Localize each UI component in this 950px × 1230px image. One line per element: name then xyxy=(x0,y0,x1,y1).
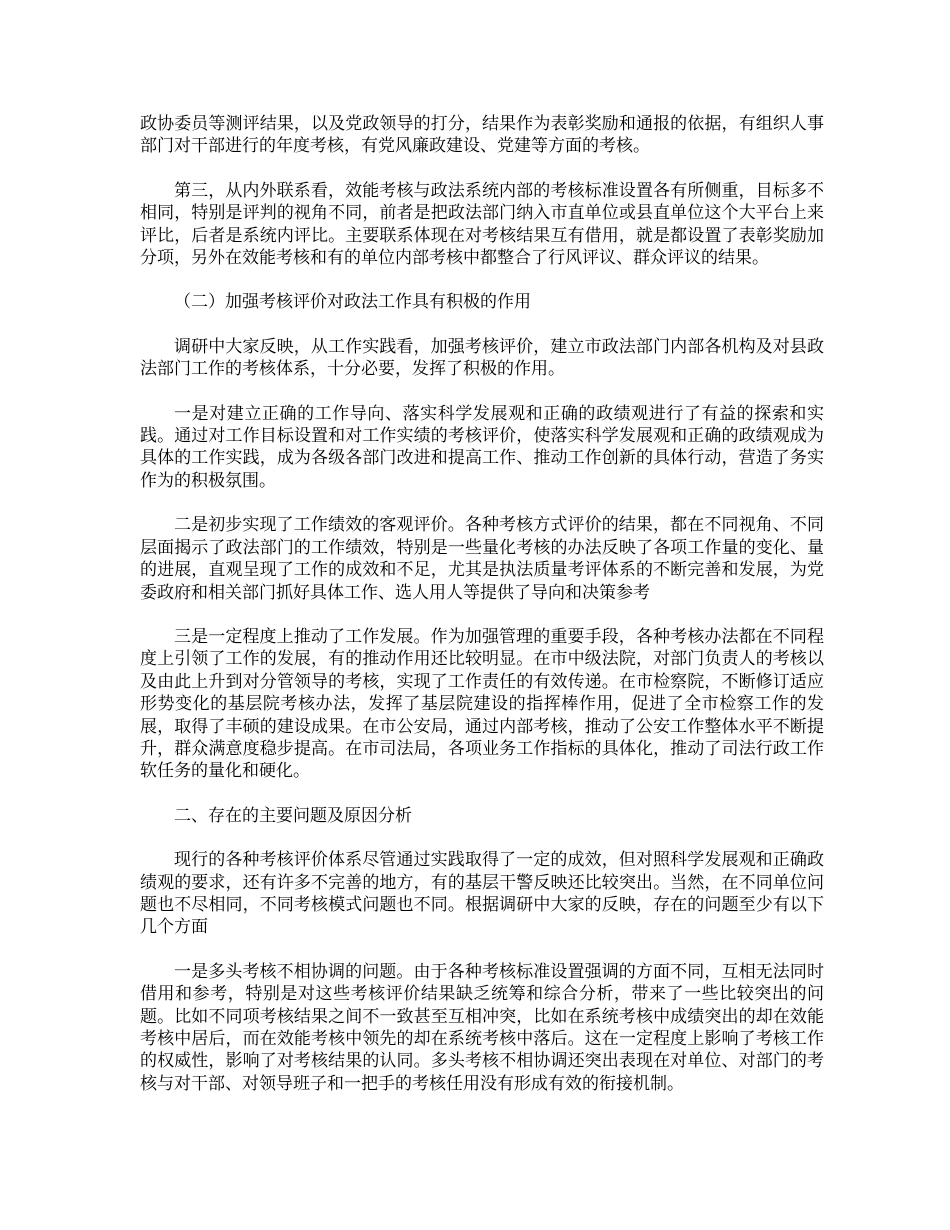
paragraph: 二是初步实现了工作绩效的客观评价。各种考核方式评价的结果，都在不同视角、不同层面揭示了政法部门的工作绩效，特别是一些量化考核的办法反映了各项工作量的变化、量的进展，直观呈现了工作的成效和不足，尤其是执法质量考评体系的不断完善和发展，为党委政府和相关部门抓好具体工作、选人用人等提供了导向和决策参考 xyxy=(140,515,824,603)
paragraph: 一是多头考核不相协调的问题。由于各种考核标准设置强调的方面不同，互相无法同时借用和参考，特别是对这些考核评价结果缺乏统筹和综合分析，带来了一些比较突出的问题。比如不同项考核结果之间不一致甚至互相冲突，比如在系统考核中成绩突出的却在效能考核中居后，而在效能考核中领先的却在系统考核中落后。这在一定程度上影响了考核工作的权威性，影响了对考核结果的认同。多头考核不相协调还突出表现在对单位、对部门的考核与对干部、对领导班子和一把手的考核任用没有形成有效的衔接机制。 xyxy=(140,961,824,1094)
paragraph: 现行的各种考核评价体系尽管通过实践取得了一定的成效，但对照科学发展观和正确政绩观的要求，还有许多不完善的地方，有的基层干警反映还比较突出。当然，在不同单位问题也不尽相同，不同考核模式问题也不同。根据调研中大家的反映，存在的问题至少有以下几个方面 xyxy=(140,850,824,938)
section-heading: 二、存在的主要问题及原因分析 xyxy=(174,805,412,826)
paragraph: 政协委员等测评结果，以及党政领导的打分，结果作为表彰奖励和通报的依据，有组织人事部门对干部进行的年度考核，有党风廉政建设、党建等方面的考核。 xyxy=(140,114,824,157)
paragraph: 调研中大家反映，从工作实践看，加强考核评价，建立市政法部门内部各机构及对县政法部门工作的考核体系，十分必要，发挥了积极的作用。 xyxy=(140,336,824,380)
section-heading: （二）加强考核评价对政法工作具有积极的作用 xyxy=(174,292,531,313)
paragraph: 第三，从内外联系看，效能考核与政法系统内部的考核标准设置各有所侧重，目标多不相同，特别是评判的视角不同，前者是把政法部门纳入市直单位或县直单位这个大平台上来评比，后者是系统内评比。主要联系体现在对考核结果互有借用，就是都设置了表彰奖励加分项，另外在效能考核和有的单位内部考核中都整合了行风评议、群众评议的结果。 xyxy=(140,180,824,269)
paragraph: 一是对建立正确的工作导向、落实科学发展观和正确的政绩观进行了有益的探索和实践。通过对工作目标设置和对工作实绩的考核评价，使落实科学发展观和正确的政绩观成为具体的工作实践，成为各级各部门改进和提高工作、推动工作创新的具体行动，营造了务实作为的积极氛围。 xyxy=(140,403,824,491)
paragraph: 三是一定程度上推动了工作发展。作为加强管理的重要手段，各种考核办法都在不同程度上引领了工作的发展，有的推动作用还比较明显。在市中级法院，对部门负责人的考核以及由此上升到对分管领导的考核，实现了工作责任的有效传递。在市检察院，不断修订适应形势变化的基层院考核办法，发挥了基层院建设的指挥棒作用，促进了全市检察工作的发展，取得了丰硕的建设成果。在市公安局，通过内部考核，推动了公安工作整体水平不断提升，群众满意度稳步提高。在市司法局，各项业务工作指标的具体化，推动了司法行政工作软任务的量化和硬化。 xyxy=(140,626,824,782)
document-body xyxy=(140,113,824,1117)
